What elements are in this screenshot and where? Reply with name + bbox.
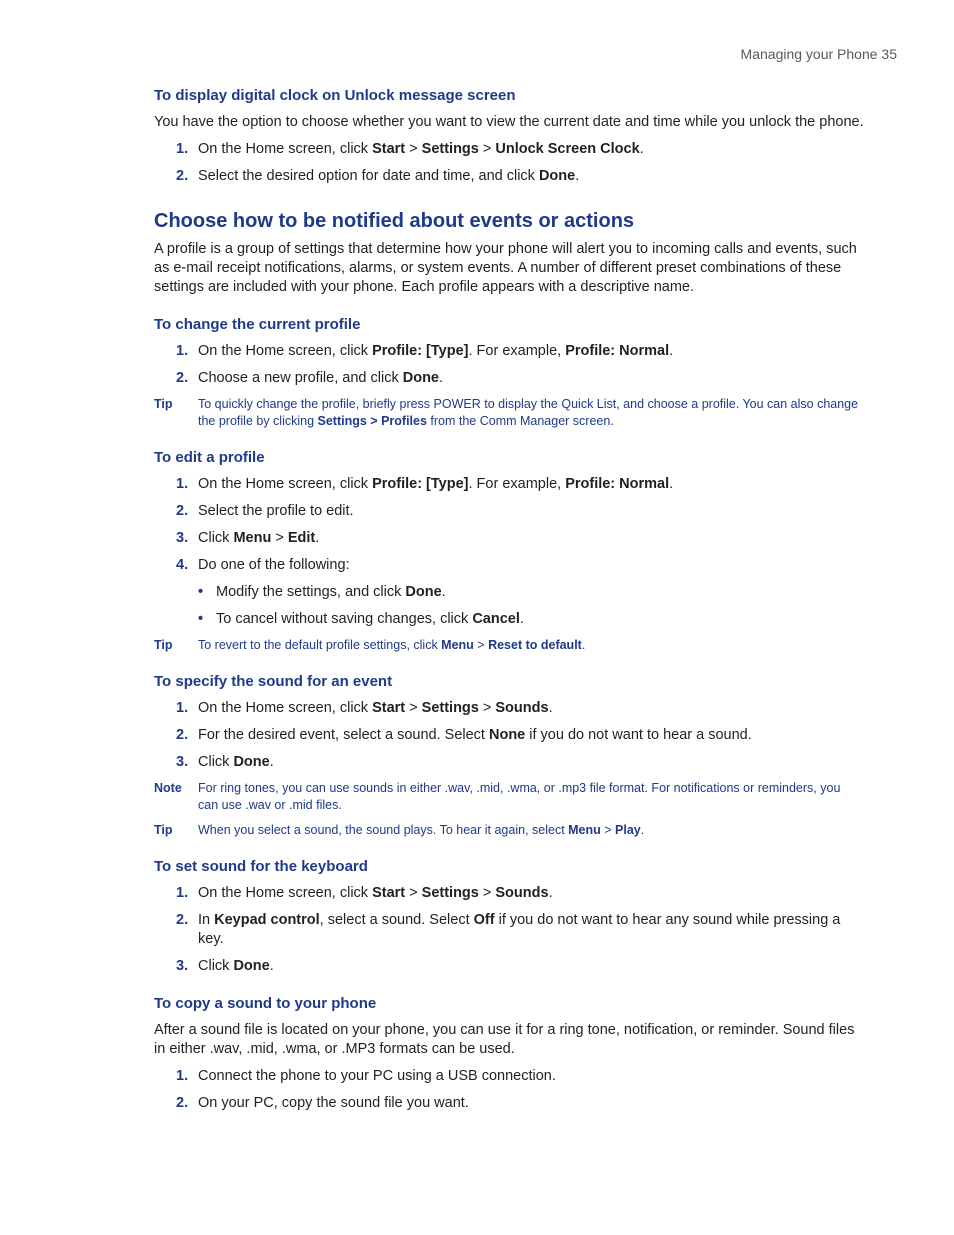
bullet-text: Modify the settings, and click Done. (216, 584, 446, 600)
step-number: 3. (176, 754, 189, 770)
step-text: On the Home screen, click Profile: [Type]. For example, Profile: Normal. (198, 343, 674, 359)
list-item (154, 369, 864, 388)
list-item (154, 1094, 864, 1113)
step-text: On the Home screen, click Profile: [Type]. For example, Profile: Normal. (198, 476, 674, 492)
step-number: 1. (176, 343, 189, 359)
section-intro: You have the option to choose whether you want to view the current date and time while you unlock the phone. (154, 114, 864, 130)
list-item (154, 753, 864, 772)
tip-label: Tip (154, 823, 173, 837)
bullet-icon: • (198, 611, 204, 627)
section-heading-event-sound: To specify the sound for an event (154, 673, 393, 690)
step-text: Connect the phone to your PC using a USB connection. (198, 1068, 556, 1084)
step-text: On the Home screen, click Start > Settings > Unlock Screen Clock. (198, 141, 644, 157)
step-number: 4. (176, 557, 189, 573)
tip-box (154, 822, 864, 839)
steps-list (154, 140, 864, 186)
note-label: Note (154, 781, 182, 795)
list-item (154, 957, 864, 976)
tip-box (154, 396, 864, 430)
step-text: Select the desired option for date and time, and click Done. (198, 168, 580, 184)
main-intro: A profile is a group of settings that determine how your phone will alert you to incoming calls and events, such as e-mail receipt notifications, alarms, or system events. A number of different preset combinations of these settings are included with your phone. Each profile appears with a descriptive name. (154, 241, 857, 295)
step-text: Click Menu > Edit. (198, 530, 320, 546)
step-text: Click Done. (198, 754, 274, 770)
tip-box (154, 637, 864, 654)
steps-list (154, 699, 864, 772)
tip-text: To revert to the default profile settings, click Menu > Reset to default. (198, 638, 586, 652)
tip-text: When you select a sound, the sound plays. To hear it again, select Menu > Play. (198, 823, 645, 837)
bullet-icon: • (198, 584, 204, 600)
step-number: 2. (176, 1095, 189, 1111)
list-item (154, 167, 864, 186)
note-box (154, 780, 864, 814)
section-heading-keyboard-sound: To set sound for the keyboard (154, 858, 368, 875)
list-item (154, 502, 864, 521)
step-number: 3. (176, 958, 189, 974)
list-item (154, 556, 864, 575)
page-content (154, 86, 864, 1121)
step-text: In Keypad control, select a sound. Select Off if you do not want to hear any sound while pressing a key. (198, 912, 841, 947)
step-number: 1. (176, 476, 189, 492)
step-number: 2. (176, 503, 189, 519)
step-number: 1. (176, 1068, 189, 1084)
tip-label: Tip (154, 397, 173, 411)
list-item (154, 475, 864, 494)
list-item (154, 140, 864, 159)
list-item (154, 911, 864, 949)
section-intro: After a sound file is located on your phone, you can use it for a ring tone, notification, or reminder. Sound files in either .wav, .mid, .wma, or .MP3 formats can be used. (154, 1022, 855, 1057)
tip-text: To quickly change the profile, briefly press POWER to display the Quick List, and choose a profile. You can also change the profile by clicking Settings > Profiles from the Comm Manager screen. (198, 397, 859, 428)
bullet-list (154, 583, 864, 629)
tip-label: Tip (154, 638, 173, 652)
step-number: 2. (176, 727, 189, 743)
step-text: On the Home screen, click Start > Settings > Sounds. (198, 700, 553, 716)
step-number: 3. (176, 530, 189, 546)
list-item (154, 342, 864, 361)
list-item (154, 726, 864, 745)
step-text: Do one of the following: (198, 557, 350, 573)
step-text: Click Done. (198, 958, 274, 974)
step-number: 2. (176, 912, 189, 928)
section-heading-unlock-clock: To display digital clock on Unlock message screen (154, 87, 516, 104)
bullet-text: To cancel without saving changes, click Cancel. (216, 611, 524, 627)
list-item (198, 583, 864, 602)
list-item (154, 699, 864, 718)
step-number: 1. (176, 885, 189, 901)
steps-list (154, 475, 864, 575)
step-number: 2. (176, 168, 189, 184)
step-text: On your PC, copy the sound file you want. (198, 1095, 469, 1111)
step-number: 1. (176, 700, 189, 716)
section-heading-change-profile: To change the current profile (154, 316, 361, 333)
steps-list (154, 1067, 864, 1113)
section-heading-copy-sound: To copy a sound to your phone (154, 995, 377, 1012)
section-heading-edit-profile: To edit a profile (154, 449, 265, 466)
main-heading: Choose how to be notified about events or actions (154, 210, 635, 232)
steps-list (154, 342, 864, 388)
step-text: On the Home screen, click Start > Settings > Sounds. (198, 885, 553, 901)
step-text: Choose a new profile, and click Done. (198, 370, 444, 386)
list-item (198, 610, 864, 629)
step-text: Select the profile to edit. (198, 503, 354, 519)
running-header: Managing your Phone 35 (740, 46, 897, 62)
list-item (154, 529, 864, 548)
note-text: For ring tones, you can use sounds in either .wav, .mid, .wma, or .mp3 file format. For notifications or reminders, you can use .wav or .mid files. (198, 781, 841, 812)
step-number: 1. (176, 141, 189, 157)
steps-list (154, 884, 864, 976)
step-text: For the desired event, select a sound. Select None if you do not want to hear a sound. (198, 727, 752, 743)
step-number: 2. (176, 370, 189, 386)
list-item (154, 1067, 864, 1086)
list-item (154, 884, 864, 903)
